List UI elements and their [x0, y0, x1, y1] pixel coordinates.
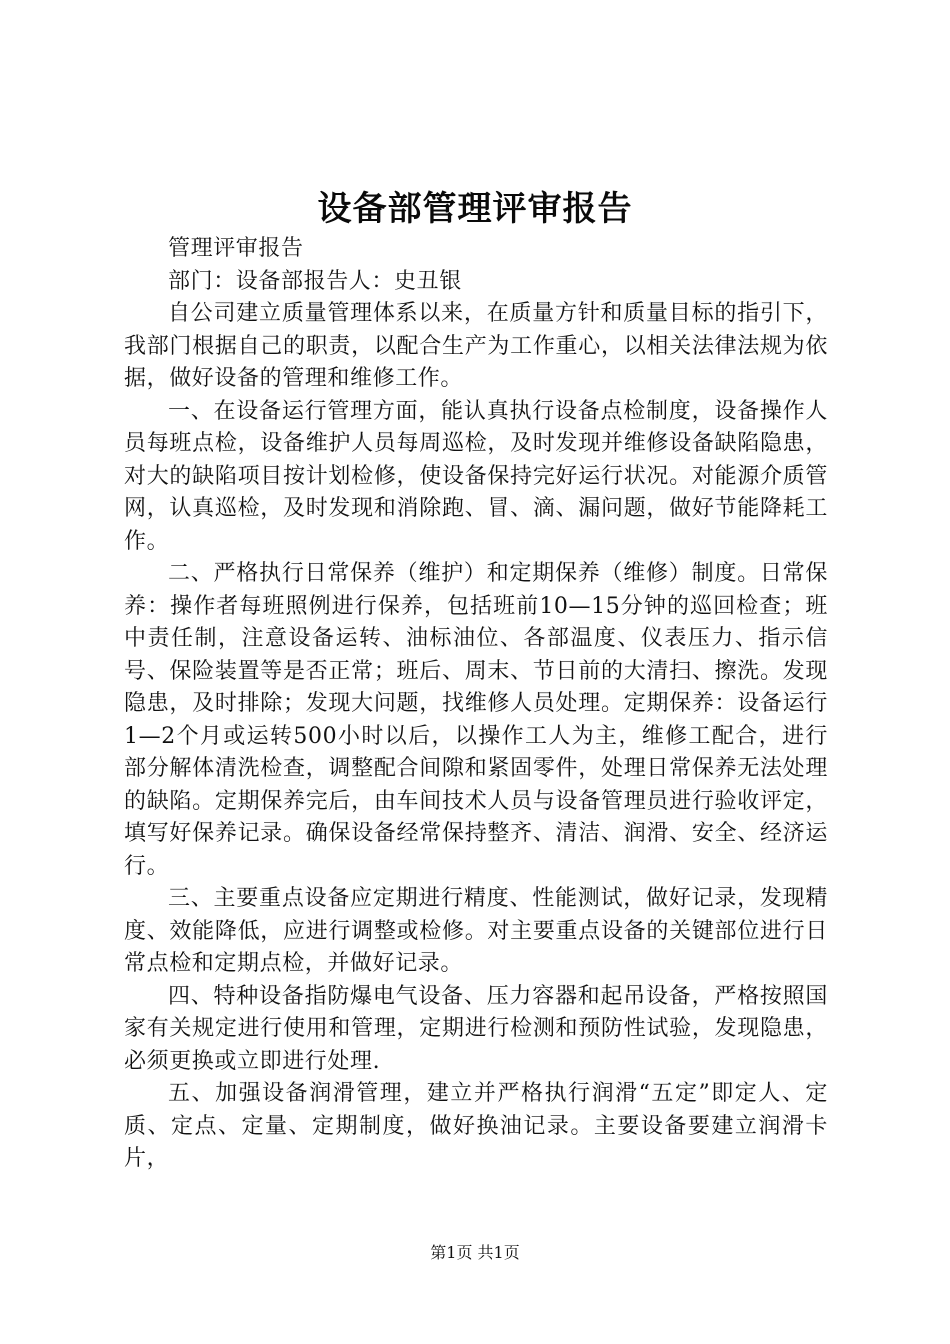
paragraph-heading: 管理评审报告: [168, 236, 304, 261]
document-body: [124, 233, 828, 1176]
document-title: 设备部管理评审报告: [317, 189, 633, 229]
page-footer: 第1页 共1页: [430, 1243, 520, 1262]
paragraph-section-4: 四、特种设备指防爆电气设备、压力容器和起吊设备，严格按照国家有关规定进行使用和管理，定期进行检测和预防性试验，发现隐患，必须更换或立即进行处理.: [124, 983, 828, 1074]
paragraph-section-3: 三、主要重点设备应定期进行精度、性能测试，做好记录，发现精度、效能降低，应进行调整或检修。对主要重点设备的关键部位进行日常点检和定期点检，并做好记录。: [124, 886, 828, 976]
paragraph-section-2: 二、严格执行日常保养（维护）和定期保养（维修）制度。日常保养：操作者每班照例进行保养，包括班前10—15分钟的巡回检查；班中责任制，注意设备运转、油标油位、各部温度、仪表压力、指示信号、保险装置等是否正常；班后、周末、节日前的大清扫、擦洗。发现隐患，及时排除；发现大问题，找维修人员处理。定期保养：设备运行1—2个月或运转500小时以后，以操作工人为主，维修工配合，进行部分解体清洗检查，调整配合间隙和紧固零件，处理日常保养无法处理的缺陷。定期保养完后，由车间技术人员与设备管理员进行验收评定，填写好保养记录。确保设备经常保持整齐、清洁、润滑、安全、经济运行。: [124, 561, 828, 879]
paragraph-department: 部门：设备部报告人：史丑银: [168, 268, 462, 294]
paragraph-section-5: 五、加强设备润滑管理，建立并严格执行润滑“五定”即定人、定质、定点、定量、定期制度，做好换油记录。主要设备要建立润滑卡片，: [124, 1081, 828, 1171]
paragraph-section-1: 一、在设备运行管理方面，能认真执行设备点检制度，设备操作人员每班点检，设备维护人员每周巡检，及时发现并维修设备缺陷隐患，对大的缺陷项目按计划检修，使设备保持完好运行状况。对能源介质管网，认真巡检，及时发现和消除跑、冒、滴、漏问题，做好节能降耗工作。: [124, 398, 828, 554]
paragraph-intro: 自公司建立质量管理体系以来，在质量方针和质量目标的指引下，我部门根据自己的职责，以配合生产为工作重心，以相关法律法规为依据，做好设备的管理和维修工作。: [124, 301, 828, 391]
